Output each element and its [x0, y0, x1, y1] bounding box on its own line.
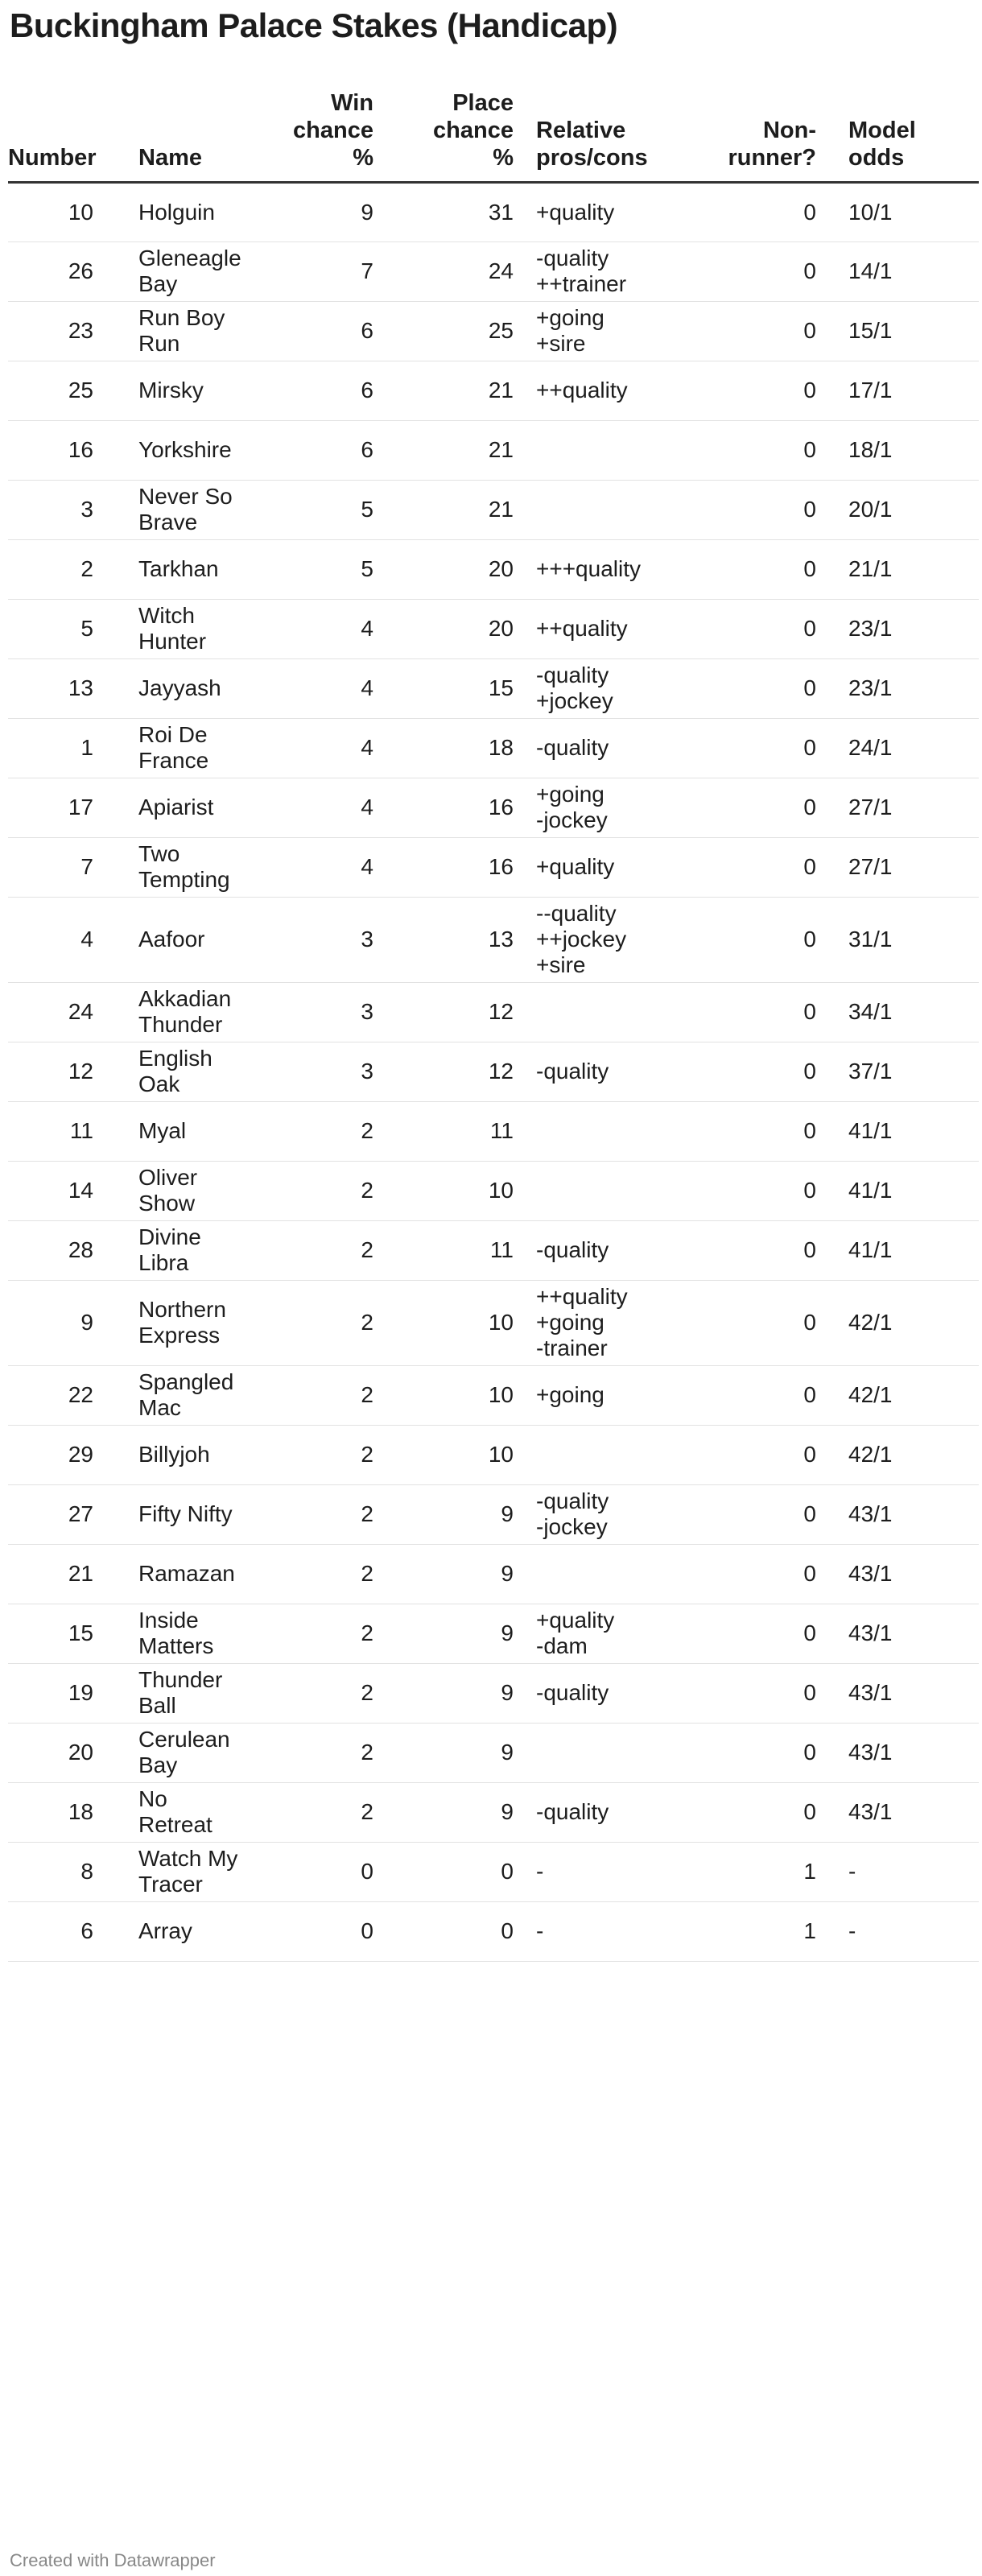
cell-non-runner: 0 [726, 1220, 839, 1280]
cell-model-odds: 43/1 [839, 1604, 979, 1663]
cell-number: 25 [8, 361, 138, 420]
cell-non-runner: 0 [726, 1365, 839, 1425]
cell-relative-pros-cons: +quality [536, 837, 726, 897]
cell-win-chance: 4 [282, 658, 396, 718]
table-row [8, 1280, 979, 1365]
table-row [8, 1842, 979, 1901]
cell-name: Akkadian Thunder [138, 982, 282, 1042]
cell-win-chance: 2 [282, 1544, 396, 1604]
cell-win-chance: 2 [282, 1161, 396, 1220]
cell-win-chance: 5 [282, 539, 396, 599]
cell-place-chance: 16 [396, 837, 536, 897]
table-row [8, 658, 979, 718]
cell-win-chance: 2 [282, 1663, 396, 1723]
cell-model-odds: 43/1 [839, 1484, 979, 1544]
cell-model-odds: 27/1 [839, 837, 979, 897]
cell-relative-pros-cons [536, 480, 726, 539]
table-row [8, 539, 979, 599]
table-row [8, 599, 979, 658]
cell-place-chance: 13 [396, 897, 536, 982]
cell-place-chance: 0 [396, 1901, 536, 1961]
cell-relative-pros-cons: - [536, 1901, 726, 1961]
cell-place-chance: 10 [396, 1425, 536, 1484]
cell-win-chance: 2 [282, 1101, 396, 1161]
table-row [8, 1365, 979, 1425]
table-row [8, 718, 979, 778]
cell-relative-pros-cons: -quality ++trainer [536, 242, 726, 301]
cell-model-odds: 23/1 [839, 658, 979, 718]
cell-model-odds: 41/1 [839, 1101, 979, 1161]
cell-number: 1 [8, 718, 138, 778]
table-row [8, 1544, 979, 1604]
cell-relative-pros-cons: --quality ++jockey +sire [536, 897, 726, 982]
cell-win-chance: 3 [282, 982, 396, 1042]
cell-number: 10 [8, 182, 138, 242]
cell-model-odds: 27/1 [839, 778, 979, 837]
cell-number: 4 [8, 897, 138, 982]
cell-relative-pros-cons [536, 420, 726, 480]
cell-place-chance: 9 [396, 1484, 536, 1544]
cell-place-chance: 20 [396, 599, 536, 658]
cell-model-odds: 21/1 [839, 539, 979, 599]
cell-model-odds: 17/1 [839, 361, 979, 420]
cell-relative-pros-cons: -quality [536, 1782, 726, 1842]
cell-win-chance: 4 [282, 837, 396, 897]
cell-model-odds: 43/1 [839, 1544, 979, 1604]
cell-place-chance: 12 [396, 1042, 536, 1101]
cell-non-runner: 0 [726, 982, 839, 1042]
cell-name: Mirsky [138, 361, 282, 420]
cell-name: Yorkshire [138, 420, 282, 480]
footer-credit: Created with Datawrapper [10, 2550, 216, 2570]
header-name[interactable]: Name [138, 89, 282, 182]
cell-model-odds: 43/1 [839, 1723, 979, 1782]
cell-number: 28 [8, 1220, 138, 1280]
cell-place-chance: 16 [396, 778, 536, 837]
cell-relative-pros-cons [536, 1425, 726, 1484]
cell-win-chance: 2 [282, 1365, 396, 1425]
cell-non-runner: 0 [726, 301, 839, 361]
cell-number: 12 [8, 1042, 138, 1101]
cell-number: 19 [8, 1663, 138, 1723]
cell-place-chance: 9 [396, 1663, 536, 1723]
cell-win-chance: 6 [282, 420, 396, 480]
cell-model-odds: 20/1 [839, 480, 979, 539]
cell-name: Ramazan [138, 1544, 282, 1604]
cell-model-odds: 41/1 [839, 1220, 979, 1280]
cell-non-runner: 1 [726, 1842, 839, 1901]
table-row [8, 1901, 979, 1961]
cell-non-runner: 0 [726, 1782, 839, 1842]
header-place-chance[interactable]: Place chance % [396, 89, 536, 182]
cell-win-chance: 3 [282, 1042, 396, 1101]
cell-model-odds: 42/1 [839, 1280, 979, 1365]
cell-number: 14 [8, 1161, 138, 1220]
cell-place-chance: 9 [396, 1723, 536, 1782]
cell-number: 18 [8, 1782, 138, 1842]
cell-win-chance: 2 [282, 1220, 396, 1280]
table-row [8, 1723, 979, 1782]
cell-model-odds: 43/1 [839, 1782, 979, 1842]
cell-win-chance: 2 [282, 1723, 396, 1782]
table-row [8, 1484, 979, 1544]
cell-win-chance: 7 [282, 242, 396, 301]
cell-name: Fifty Nifty [138, 1484, 282, 1544]
cell-win-chance: 6 [282, 301, 396, 361]
cell-name: Thunder Ball [138, 1663, 282, 1723]
cell-non-runner: 0 [726, 1544, 839, 1604]
cell-place-chance: 20 [396, 539, 536, 599]
cell-model-odds: 42/1 [839, 1425, 979, 1484]
cell-non-runner: 0 [726, 837, 839, 897]
cell-relative-pros-cons: +going -jockey [536, 778, 726, 837]
chart-title: Buckingham Palace Stakes (Handicap) [10, 6, 618, 44]
cell-place-chance: 21 [396, 420, 536, 480]
cell-model-odds: 31/1 [839, 897, 979, 982]
cell-number: 26 [8, 242, 138, 301]
cell-place-chance: 31 [396, 182, 536, 242]
cell-place-chance: 25 [396, 301, 536, 361]
cell-number: 20 [8, 1723, 138, 1782]
cell-non-runner: 1 [726, 1901, 839, 1961]
cell-model-odds: 18/1 [839, 420, 979, 480]
cell-place-chance: 12 [396, 982, 536, 1042]
table-row [8, 420, 979, 480]
cell-win-chance: 2 [282, 1782, 396, 1842]
cell-place-chance: 15 [396, 658, 536, 718]
cell-win-chance: 0 [282, 1842, 396, 1901]
cell-number: 21 [8, 1544, 138, 1604]
cell-place-chance: 21 [396, 480, 536, 539]
cell-relative-pros-cons: -quality [536, 718, 726, 778]
header-model-odds[interactable]: Model odds [839, 89, 979, 182]
cell-model-odds: - [839, 1842, 979, 1901]
cell-name: Gleneagle Bay [138, 242, 282, 301]
cell-win-chance: 9 [282, 182, 396, 242]
cell-relative-pros-cons: -quality [536, 1220, 726, 1280]
cell-non-runner: 0 [726, 718, 839, 778]
cell-relative-pros-cons [536, 1101, 726, 1161]
cell-number: 13 [8, 658, 138, 718]
cell-number: 8 [8, 1842, 138, 1901]
cell-name: No Retreat [138, 1782, 282, 1842]
cell-model-odds: 14/1 [839, 242, 979, 301]
header-win-chance[interactable]: Win chance % [282, 89, 396, 182]
cell-win-chance: 4 [282, 718, 396, 778]
cell-relative-pros-cons: -quality [536, 1042, 726, 1101]
cell-place-chance: 10 [396, 1365, 536, 1425]
table-row [8, 837, 979, 897]
header-number[interactable]: Number [8, 89, 138, 182]
cell-name: Apiarist [138, 778, 282, 837]
cell-relative-pros-cons: +quality [536, 182, 726, 242]
cell-place-chance: 9 [396, 1544, 536, 1604]
cell-place-chance: 9 [396, 1604, 536, 1663]
cell-name: Roi De France [138, 718, 282, 778]
cell-win-chance: 2 [282, 1484, 396, 1544]
results-table-container [8, 89, 979, 1962]
table-row [8, 778, 979, 837]
cell-name: Myal [138, 1101, 282, 1161]
cell-relative-pros-cons: +++quality [536, 539, 726, 599]
table-row [8, 1663, 979, 1723]
results-table [8, 89, 979, 1962]
cell-non-runner: 0 [726, 1101, 839, 1161]
cell-model-odds: 41/1 [839, 1161, 979, 1220]
cell-name: Array [138, 1901, 282, 1961]
table-row [8, 480, 979, 539]
cell-place-chance: 10 [396, 1161, 536, 1220]
cell-win-chance: 3 [282, 897, 396, 982]
cell-place-chance: 18 [396, 718, 536, 778]
cell-model-odds: 10/1 [839, 182, 979, 242]
cell-name: Watch My Tracer [138, 1842, 282, 1901]
cell-name: Billyjoh [138, 1425, 282, 1484]
cell-number: 22 [8, 1365, 138, 1425]
cell-number: 16 [8, 420, 138, 480]
cell-name: Spangled Mac [138, 1365, 282, 1425]
cell-number: 7 [8, 837, 138, 897]
cell-relative-pros-cons: -quality -jockey [536, 1484, 726, 1544]
cell-non-runner: 0 [726, 1042, 839, 1101]
cell-relative-pros-cons [536, 1723, 726, 1782]
cell-number: 5 [8, 599, 138, 658]
cell-number: 17 [8, 778, 138, 837]
table-row [8, 301, 979, 361]
cell-win-chance: 2 [282, 1280, 396, 1365]
cell-relative-pros-cons: ++quality [536, 361, 726, 420]
cell-non-runner: 0 [726, 242, 839, 301]
table-body [8, 182, 979, 1961]
cell-name: Two Tempting [138, 837, 282, 897]
cell-non-runner: 0 [726, 1425, 839, 1484]
cell-place-chance: 11 [396, 1220, 536, 1280]
cell-non-runner: 0 [726, 1604, 839, 1663]
cell-number: 2 [8, 539, 138, 599]
cell-model-odds: 23/1 [839, 599, 979, 658]
cell-name: Cerulean Bay [138, 1723, 282, 1782]
cell-non-runner: 0 [726, 1484, 839, 1544]
cell-relative-pros-cons: -quality [536, 1663, 726, 1723]
header-non-runner[interactable]: Non- runner? [726, 89, 839, 182]
cell-non-runner: 0 [726, 1663, 839, 1723]
cell-name: Never So Brave [138, 480, 282, 539]
cell-relative-pros-cons: - [536, 1842, 726, 1901]
cell-model-odds: 42/1 [839, 1365, 979, 1425]
cell-non-runner: 0 [726, 1161, 839, 1220]
cell-non-runner: 0 [726, 1280, 839, 1365]
table-row [8, 982, 979, 1042]
table-row [8, 182, 979, 242]
cell-non-runner: 0 [726, 420, 839, 480]
cell-win-chance: 6 [282, 361, 396, 420]
cell-win-chance: 5 [282, 480, 396, 539]
cell-non-runner: 0 [726, 539, 839, 599]
table-row [8, 1042, 979, 1101]
table-row [8, 242, 979, 301]
table-row [8, 1782, 979, 1842]
cell-model-odds: 24/1 [839, 718, 979, 778]
cell-place-chance: 21 [396, 361, 536, 420]
cell-non-runner: 0 [726, 361, 839, 420]
cell-model-odds: 15/1 [839, 301, 979, 361]
cell-relative-pros-cons: +quality -dam [536, 1604, 726, 1663]
table-row [8, 1161, 979, 1220]
table-row [8, 1101, 979, 1161]
cell-non-runner: 0 [726, 1723, 839, 1782]
cell-win-chance: 0 [282, 1901, 396, 1961]
cell-name: Tarkhan [138, 539, 282, 599]
cell-name: Divine Libra [138, 1220, 282, 1280]
cell-non-runner: 0 [726, 182, 839, 242]
cell-number: 24 [8, 982, 138, 1042]
cell-place-chance: 10 [396, 1280, 536, 1365]
cell-model-odds: 34/1 [839, 982, 979, 1042]
cell-number: 15 [8, 1604, 138, 1663]
cell-model-odds: - [839, 1901, 979, 1961]
cell-relative-pros-cons: +going [536, 1365, 726, 1425]
cell-number: 29 [8, 1425, 138, 1484]
cell-number: 11 [8, 1101, 138, 1161]
table-row [8, 897, 979, 982]
table-row [8, 1425, 979, 1484]
cell-relative-pros-cons [536, 982, 726, 1042]
cell-number: 3 [8, 480, 138, 539]
cell-place-chance: 11 [396, 1101, 536, 1161]
cell-relative-pros-cons [536, 1544, 726, 1604]
cell-place-chance: 24 [396, 242, 536, 301]
cell-non-runner: 0 [726, 897, 839, 982]
table-row [8, 1604, 979, 1663]
header-relative-pros-cons[interactable]: Relative pros/cons [536, 89, 726, 182]
cell-name: Aafoor [138, 897, 282, 982]
cell-name: Run Boy Run [138, 301, 282, 361]
cell-win-chance: 4 [282, 599, 396, 658]
cell-number: 23 [8, 301, 138, 361]
table-row [8, 1220, 979, 1280]
cell-relative-pros-cons: -quality +jockey [536, 658, 726, 718]
cell-win-chance: 2 [282, 1425, 396, 1484]
cell-name: Holguin [138, 182, 282, 242]
cell-relative-pros-cons: +going +sire [536, 301, 726, 361]
cell-name: Jayyash [138, 658, 282, 718]
cell-number: 6 [8, 1901, 138, 1961]
cell-name: Oliver Show [138, 1161, 282, 1220]
cell-non-runner: 0 [726, 480, 839, 539]
cell-relative-pros-cons: ++quality [536, 599, 726, 658]
cell-non-runner: 0 [726, 658, 839, 718]
cell-number: 9 [8, 1280, 138, 1365]
cell-name: English Oak [138, 1042, 282, 1101]
cell-name: Witch Hunter [138, 599, 282, 658]
cell-non-runner: 0 [726, 599, 839, 658]
cell-model-odds: 43/1 [839, 1663, 979, 1723]
table-header-row [8, 89, 979, 182]
cell-relative-pros-cons [536, 1161, 726, 1220]
table-row [8, 361, 979, 420]
cell-name: Inside Matters [138, 1604, 282, 1663]
cell-name: Northern Express [138, 1280, 282, 1365]
cell-place-chance: 0 [396, 1842, 536, 1901]
cell-win-chance: 2 [282, 1604, 396, 1663]
cell-number: 27 [8, 1484, 138, 1544]
cell-relative-pros-cons: ++quality +going -trainer [536, 1280, 726, 1365]
cell-model-odds: 37/1 [839, 1042, 979, 1101]
cell-place-chance: 9 [396, 1782, 536, 1842]
cell-win-chance: 4 [282, 778, 396, 837]
cell-non-runner: 0 [726, 778, 839, 837]
